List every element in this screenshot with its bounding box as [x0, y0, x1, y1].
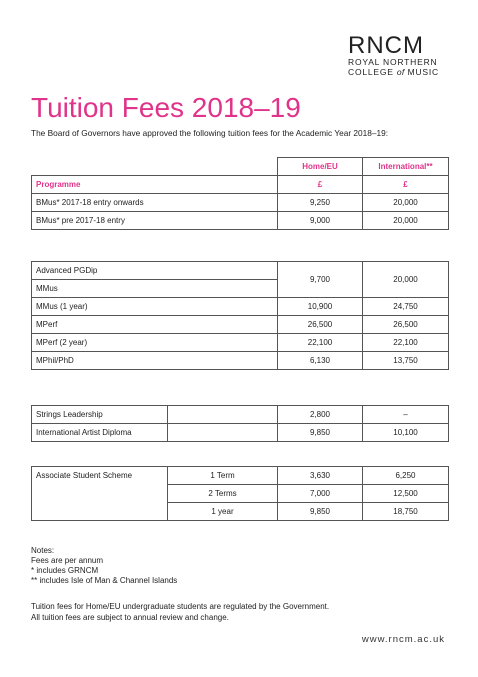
table-subheader-row: [32, 176, 449, 194]
table-row: [32, 424, 449, 442]
column-header-international: International**: [363, 158, 449, 176]
international-fee: 20,000: [363, 194, 449, 212]
programme-label: Programme: [32, 176, 278, 194]
international-fee: 20,000: [363, 262, 449, 298]
home-fee: 6,130: [278, 352, 363, 370]
footer-disclaimer: [31, 601, 329, 623]
home-fee: 10,900: [278, 298, 363, 316]
note-line: Fees are per annum: [31, 556, 104, 565]
currency-international: £: [363, 176, 449, 194]
note-line: ** includes Isle of Man & Channel Islands: [31, 576, 178, 585]
table-row: [32, 212, 449, 230]
programme-name: BMus* pre 2017-18 entry: [32, 212, 278, 230]
home-fee: 3,630: [278, 467, 363, 485]
table-row: [32, 467, 449, 485]
international-fee: 10,100: [363, 424, 449, 442]
home-fee: 22,100: [278, 334, 363, 352]
programme-name: MPerf: [32, 316, 278, 334]
page-title: Tuition Fees 2018–19: [31, 92, 301, 123]
table-header-row: [32, 158, 449, 176]
home-fee: 26,500: [278, 316, 363, 334]
international-fee: 20,000: [363, 212, 449, 230]
table-row: [32, 406, 449, 424]
column-header-home-eu: Home/EU: [278, 158, 363, 176]
programme-name: Associate Student Scheme: [32, 467, 168, 521]
notes-section: [31, 546, 177, 586]
rncm-logo: [348, 34, 448, 77]
programme-name: MPerf (2 year): [32, 334, 278, 352]
note-line: * includes GRNCM: [31, 566, 99, 575]
home-fee: 9,700: [278, 262, 363, 298]
international-fee: 22,100: [363, 334, 449, 352]
international-fee: 18,750: [363, 503, 449, 521]
home-fee: 9,850: [278, 503, 363, 521]
associate-scheme-table: [31, 466, 449, 521]
home-fee: 9,850: [278, 424, 363, 442]
programme-name: MMus: [32, 280, 278, 298]
website-url[interactable]: www.rncm.ac.uk: [361, 634, 445, 645]
home-fee: 9,250: [278, 194, 363, 212]
programme-name: Strings Leadership: [32, 406, 168, 424]
term-length: 1 year: [168, 503, 278, 521]
table-row: [32, 298, 449, 316]
international-fee: 24,750: [363, 298, 449, 316]
programme-name: BMus* 2017-18 entry onwards: [32, 194, 278, 212]
international-fee: –: [363, 406, 449, 424]
international-fee: 12,500: [363, 485, 449, 503]
programme-name: MMus (1 year): [32, 298, 278, 316]
table-row: [32, 262, 449, 280]
footer-line: Tuition fees for Home/EU undergraduate students are regulated by the Government.: [31, 602, 330, 611]
currency-home: £: [278, 176, 363, 194]
undergraduate-fees-table: [31, 157, 449, 230]
footer-line: All tuition fees are subject to annual review and change.: [31, 613, 229, 622]
home-fee: 9,000: [278, 212, 363, 230]
international-fee: 6,250: [363, 467, 449, 485]
table-row: [32, 334, 449, 352]
table-row: [32, 352, 449, 370]
international-fee: 26,500: [363, 316, 449, 334]
programme-name: MPhil/PhD: [32, 352, 278, 370]
table-row: [32, 316, 449, 334]
international-fee: 13,750: [363, 352, 449, 370]
term-length: 1 Term: [168, 467, 278, 485]
term-length: 2 Terms: [168, 485, 278, 503]
table-row: [32, 194, 449, 212]
logo-wordmark: RNCM: [348, 32, 424, 59]
logo-line-2: COLLEGE of MUSIC: [348, 66, 439, 77]
notes-heading: Notes:: [31, 546, 55, 555]
programme-name: Advanced PGDip: [32, 262, 278, 280]
programme-name: International Artist Diploma: [32, 424, 168, 442]
home-fee: 7,000: [278, 485, 363, 503]
postgraduate-fees-table: [31, 261, 449, 370]
other-programmes-table: [31, 405, 449, 442]
logo-line-1: ROYAL NORTHERN: [348, 57, 438, 67]
home-fee: 2,800: [278, 406, 363, 424]
intro-text: The Board of Governors have approved the following tuition fees for the Academic Year 2018–19:: [31, 128, 388, 138]
